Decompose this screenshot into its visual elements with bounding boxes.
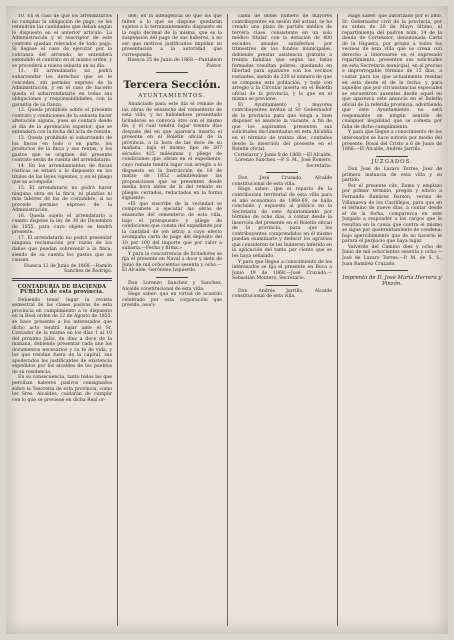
printer-imprint: Imprenta de D. José María Herrera y Pinzón. bbox=[342, 275, 442, 288]
regulations-list bbox=[12, 14, 112, 264]
paragraph: Hago saber: que autorizado por el limo. Sr. Gobernador civil de la provincia, por su orden de 20 de Mayo último, el repartimiento del padrón núm. 24 de la deuda de Cortelazor, denominada Carta de la Higuera, por propio a todos los vecinos de esta villa que se crean con derecho a interesarse en el expresado repartimiento, presenten sus solicitudes en esta Secretaría municipal, en el preciso e improrrogable término de 15 días, a contar para los que actualmente residan en esta desde el de la fecha; y para aquellos que por circunstancias especiales se encuentren ausentes desde aquel en que aparezca este anuncio en el Boletín oficial de la referida provincia, advirtiendo que este Ayuntamiento no será responsable en ningún sentido de cualquier ilegalidad que se cometa por falta de dicho cumplimiento. bbox=[342, 14, 442, 130]
paragraph: Don José de Lazaro Torres, Juez de primera instancia de esta villa y su partido. bbox=[342, 167, 442, 184]
section-heading-juzgados: JUZGADOS. bbox=[371, 158, 413, 165]
divider bbox=[376, 156, 408, 157]
column-3 bbox=[232, 14, 332, 628]
paragraph: 11. El arrendatario no podrá subarrendar los derechos que se le conceden, sin permiso expreso de la Administración, y en el caso de hacerlo queda el subarrendatario en todas sus obligaciones y responsabilidades, con la garantía de su fianza. bbox=[12, 69, 112, 108]
divider bbox=[12, 278, 112, 281]
paragraph: 17. El arrendatario no podrá presentar ninguna reclamación por razón de los daños que puedan sobrevenir a la finca, siendo de su cuenta los gastos que se causen. bbox=[12, 235, 112, 264]
paragraph: 16. Queda sujeto el arrendatario a cuanto dispone la ley de 30 de Diciembre de 1855, para cuyo objeto se tendrá presente. bbox=[12, 213, 112, 236]
paragraph: Y para que llegue a conocimiento de los interesados se hace notorio por medio del presente. Bosal del Cristo a 6 de Junio de 1868.—El Alcalde, Andrés Jarrillo. bbox=[342, 130, 442, 153]
paragraph: Debiendo tener lugar la revista semestral de las clases pasivas de esta provincia en cumplimiento a lo dispuesto en la Real orden de 22 de Agosto de 1855, se hace presente a los interesados que dicho acto tendrá lugar ante el Sr. Contador de la misma en los días 1 al 10 del próximo Julio, de diez a doce de la mañana, debiendo presentar cada uno los documentos necesarios y su fe de vida, y los que residan fuera de la capital, sus apoderados los justificantes de existencia expedidos por los alcaldes de los pueblos de su residencia. bbox=[12, 297, 112, 375]
column-rule bbox=[337, 14, 338, 626]
section-heading-contaduria: CONTADURIA DE HACIENDA PÚBLICA de esta provincia. bbox=[17, 283, 107, 296]
paragraph: Valverde del Camino diez y ocho de Junio de mil ochocientos sesenta y ocho.—José de Lazaro Torres.—P. M. de S. S., Juan Ramírez Cruzado. bbox=[342, 244, 442, 267]
column-2 bbox=[122, 14, 222, 628]
divider bbox=[266, 285, 298, 286]
subsection-title: AYUNTAMIENTOS. bbox=[138, 93, 206, 100]
section-title: Tercera Sección. bbox=[123, 79, 221, 92]
signature-line: Huesca 25 de Junio de 1868.—Pantaleón Pastor. bbox=[127, 58, 222, 69]
divider bbox=[266, 172, 298, 173]
paragraph: Por el presente cito, llamo y emplazo por primer término, pregón y edicto a Fernando Ramírez Barsón, vecino de Villanueva de los Castillejos, para que en el término de nueve días, a contar desde el de la fecha, comparezca en este Juzgado a responder a los cargos que le resultan en la causa que contra el mismo se sigue por quebrantamiento de condena; bajo apercibimiento que de no hacerlo le parará el perjuicio que haya lugar. bbox=[342, 183, 442, 245]
divider bbox=[156, 72, 188, 73]
paragraph: Y para la concurrencia de licitadores se fija el presente en Naval a doce y siete de Junio de mil ochocientos sesenta y ocho.—El Alcalde, Gerónimo Izquierdo. bbox=[122, 251, 222, 274]
notice-heading: Don Lorenzo Sanchez y Sanchez, Alcalde constitucional de esta villa. bbox=[122, 280, 222, 292]
paragraph: En su consecuencia, tanto todos los que perciban haberes pasivos consignados sobre la Tesorería de esta provincia, como los Sres. Alcaldes, cuidarán de cumplir con lo que se previene en dicha Real or- bbox=[12, 375, 112, 403]
signature-line: Huesca 12 de Junio de 1868.—Ramón Sanchez de Rodrigo. bbox=[24, 263, 112, 275]
column-rule bbox=[227, 14, 228, 626]
column-1 bbox=[12, 14, 112, 628]
paragraph: El Ayuntamiento y mayores contribuyentes invitan al Sr. Gobernador de la provincia para que tenga a bien disponer se anuncie la vacante, a fin de que los aspirantes presenten sus solicitudes documentadas en esta Alcaldía en el término de treinta días, contados desde la inserción del presente en el Boletín oficial. bbox=[232, 102, 332, 153]
notice-heading: Don Andrés Jarrillo, Alcalde constitucional de esta villa. bbox=[232, 288, 332, 300]
notice-body bbox=[122, 102, 222, 274]
notice-continuation bbox=[122, 14, 222, 58]
paragraph: ciada de doble número de mayores contribuyentes en sesión del actual, se ha creado una plaza de partido médico de tercera clase, consistente en un solo médico titular, con la dotación de 400 escudos anuales satisfechos por trimestres de los fondos municipales, debiendo prestar asistencia gratuita a treinta familias que según las listas formadas resultan pobres, quedando en libertad para ajustarse con los vecinos restantes, siendo de 230 el número de que se compone esta población, y todo con arreglo a la Circular inserta en el Boletín oficial de la provincia, y lo que en el mismo se previene. bbox=[232, 14, 332, 103]
notice-body bbox=[12, 298, 112, 403]
notice-body bbox=[342, 167, 442, 267]
notice-text: Hago saber: que en virtud de acuerdo celebrado por esta corporación que presido, asoci- bbox=[122, 292, 222, 309]
paragraph: den; en la inteligencia de que los que falten a lo que se dispone quedarán sujetos a lo terminantemente dispuesto en la regla decimal de la misma, que es la suspensión del pago de sus haberes, a no ser que motivos justificados impidan su presentación a la autoridad que corresponda. bbox=[122, 14, 222, 58]
notice-continuation bbox=[232, 14, 332, 153]
paragraph: 13. Queda prohibido el subarriendo de los fincas en todo o en parte, los productos de la finca y sus rentas, y los gastos que se originen del presente contrato serán de cuenta del arrendatario. bbox=[12, 136, 112, 164]
newspaper-page bbox=[6, 6, 448, 634]
divider bbox=[156, 277, 188, 278]
paragraph: Y para que llegue a conocimiento de los interesados se fija el presente en Boca a Junio 19 de 1868.—José Cruzado.—Sebastián Montero, Secretario. bbox=[232, 259, 332, 282]
paragraph: 10. En el caso de que los arrendatarios no cumplan la obligación de pago, se les retendrán las cantidades que deban según lo dispuesto en el anterior artículo. La Administración y el suscriptor de este contrato quedan relevados de todo pago. Si llegase el caso de ejecutar por la cobranza del arriendo, se entenderá extendido el contrato en el mismo orden, y se procederá a nueva subasta en su día. bbox=[12, 14, 112, 69]
signature-line: Cortelazor y Junio 8 de 1868.—El Alcalde, Lorenzo Sanchez.—P. S. M., José Romero, Secretario. bbox=[234, 152, 332, 169]
divider bbox=[376, 270, 408, 271]
notice-continuation bbox=[342, 14, 442, 153]
notice-heading: Don José Cruzado, Alcalde constitucional de esta villa. bbox=[232, 176, 332, 187]
paragraph: 14. En los arrendamientos de fincas rústicas se estará a lo dispuesto en los títulos de las leyes vigentes, y en el pliego que se acompañe. bbox=[12, 163, 112, 186]
paragraph: Anunciado para este día el remate de las obras de ensanche del cementerio de esta villa, y no habiéndose presentado licitadores se convoca otro con el mismo fin, y el cual tendrá lugar treinta días después del en que aparezca inserto el presente en el Boletín oficial de la provincia, a la hora de las doce de su mañana, bajo el mismo tipo de 207 escudos 425 milésimas y pliego de condiciones que obran en el expediente, cuyo remate tendrá lugar con arreglo a lo dispuesto en la Instrucción de 18 de marzo de 1852 admitiéndose las proposiciones que se presenten desde media hora antes de la del remate en pliegos cerrados, redactados en la forma siguiente: bbox=[122, 102, 222, 202]
column-4 bbox=[342, 14, 442, 628]
paragraph: «El que suscribe de la vecindad se compromete a ejecutar las obras de ensanche del cementerio de esta villa, bajo el presupuesto y pliego de condiciones que consta del expediente por la cantidad de (en letra) a cuyo efecto acompaña carta de pago del depósito del 10 por 100 del importe que por valor a subasta.—Fecha y firma.» bbox=[122, 201, 222, 252]
column-rule bbox=[117, 14, 118, 626]
paragraph: 15. El arrendatario no podrá hacer ninguna obra en la finca, ni plantíos ni más labores de las de costumbre, si no precede permiso expreso de la Administración. bbox=[12, 185, 112, 214]
notice-body bbox=[232, 187, 332, 281]
paragraph: 12. Queda prohibido sobre el presente contrato y condiciones de la subasta hacer alteración alguna, pues se contará desde el día de la aprobación superior, que se entenderá con la fecha del acta de remate. bbox=[12, 108, 112, 136]
paragraph: Hago saber: que el reparto de la contribución territorial de esta villa para el año económico de 1868-69, se halla concluido y expuesto al público en la Secretaría de este Ayuntamiento por término de ocho días, a contar desde la inserción del presente en el Boletín oficial de la provincia, para que los contribuyentes comprendidos en él mismo puedan examinarle y deducir los agravios que consideren se les hubieren inferido en la aplicación del tanto por ciento que se les haya señalado. bbox=[232, 187, 332, 259]
